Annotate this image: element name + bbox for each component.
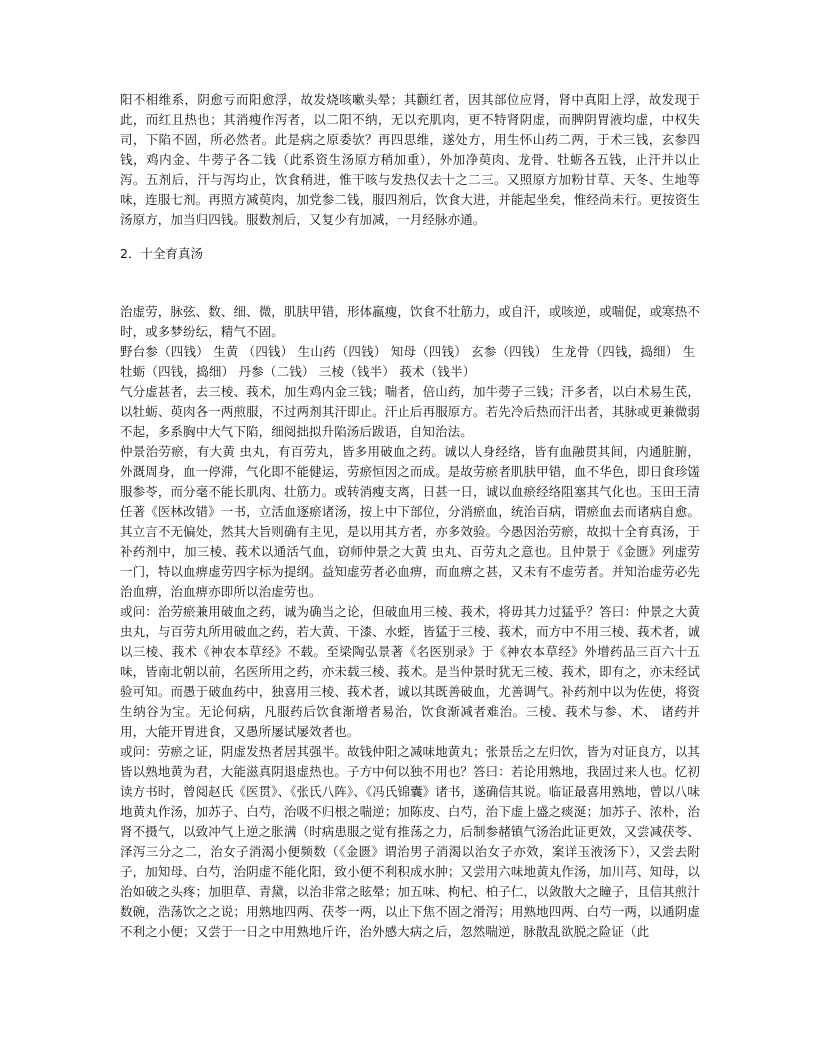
spacer xyxy=(120,264,700,302)
paragraph-question-sanleng-ezhu: 或问：治劳瘀兼用破血之药，诚为确当之论，但破血用三棱、莪术，将毋其力过猛乎？答曰：仲景之大黄 虫丸，与百劳丸所用破血之药，若大黄、干漆、水蛭，皆猛于三棱、莪术，而方中不用三棱、莪术者，诚以三棱、莪术《神农本草经》不载。至梁陶弘景著《名医别录》于《神农本草经》外增药品三百六十五味，皆南北朝以前，名医所用之药，亦未载三棱、莪术。是当仲景时犹无三棱、莪术，即有之，亦未经试验可知。而愚于破血药中，独喜用三棱、莪术者，诚以其既善破血，尤善调气。补药剂中以为佐使，将资生纳谷为宝。无论何病，凡服药后饮食渐增者易治，饮食渐减者难治。三棱、莪术与参、术、 诸药并用，大能开胃进食，又愚所屡试屡效者也。 xyxy=(120,604,700,739)
paragraph-herb-list: 野台参（四钱） 生黄 （四钱） 生山药（四钱） 知母（四钱） 玄参（四钱） 生龙骨（四钱，捣细） 生牡蛎（四钱，捣细） 丹参（二钱） 三棱（钱半） 莪术（钱半） xyxy=(120,344,696,379)
paragraph-discussion-blood-stasis: 仲景治劳瘀，有大黄 虫丸，有百劳丸，皆多用破血之药。诚以人身经络，皆有血融贯其间，内通脏腑，外溉周身，血一停滞，气化即不能健运，劳瘀恒因之而成。是故劳瘀者肌肤甲错，血不华色，即日食珍馐服参苓，而分毫不能长肌肉、壮筋力。或转消瘦支离，日甚一日，诚以血瘀经络阻塞其气化也。玉田王清任著《医林改错》一书，立活血逐瘀诸汤，按上中下部位，分消瘀血，统治百病，谓瘀血去而诸病自愈。其立言不无偏处，然其大旨则确有主见，是以用其方者，亦多效验。今愚因治劳瘀，故拟十全育真汤，于补药剂中，加三棱、莪术以通活气血，窃师仲景之大黄 虫丸、百劳丸之意也。且仲景于《金匮》列虚劳一门，特以血痹虚劳四字标为提纲。益知虚劳者必血痹，而血痹之甚，又未有不虚劳者。并知治虚劳必先治血痹，治血痹亦即所以治虚劳也。 xyxy=(120,444,700,599)
paragraph-modifications: 气分虚甚者，去三棱、莪术，加生鸡内金三钱；喘者，倍山药，加牛蒡子三钱；汗多者，以白术易生芪，以牡蛎、萸肉各一两煎服，不过两剂其汗即止。汗止后再服原方。若先冷后热而汗出者，其脉或更兼微弱不起，多系胸中大气下陷，细阅拙拟升陷汤后跋语，自知治法。 xyxy=(120,384,700,439)
document-page xyxy=(120,90,700,942)
paragraph-case-continuation: 阳不相维系，阴愈亏而阳愈浮，故发烧咳嗽头晕；其颧红者，因其部位应肾，肾中真阳上浮，故发现于此，而红且热也；其消瘦作泻者，以二阳不纳，无以充肌肉，更不特肾阴虚，而脾阴胃液均虚，中权失司，下陷不固，所必然者。此是病之原委欤？再四思维，遂处方，用生怀山药二两，于术三钱，玄参四钱，鸡内金、牛蒡子各二钱（此系资生汤原方稍加重），外加净萸肉、龙骨、牡蛎各五钱，止汗并以止泻。五剂后，汗与泻均止，饮食稍进，惟干咳与发热仅去十之二三。又照原方加粉甘草、天冬、生地等味，连服七剂。再照方减萸肉，加党参二钱，服四剂后，饮食大进，并能起坐矣，惟经尚未行。更按资生汤原方，加当归四钱。服数剂后，又复少有加减，一月经脉亦通。 xyxy=(120,92,700,227)
paragraph-indications: 治虚劳，脉弦、数、细、微，肌肤甲错，形体羸瘦，饮食不壮筋力，或自汗，或咳逆，或喘促，或寒热不时，或多梦纷纭，精气不固。 xyxy=(120,304,700,339)
paragraph-question-shudi: 或问：劳瘀之证，阴虚发热者居其强半。故钱仲阳之减味地黄丸；张景岳之左归饮，皆为对证良方，以其皆以熟地黄为君，大能滋真阴退虚热也。子方中何以独不用也？答曰：若论用熟地，我固过来人也。忆初读方书时，曾阅赵氏《医贯》、《张氏八阵》、《冯氏锦囊》诸书，遂确信其说。临证最喜用熟地，曾以八味地黄丸作汤，加苏子、白芍，治吸不归根之喘逆；加陈皮、白芍，治下虚上盛之痰涎；加苏子、浓朴，治肾不摄气，以致冲气上逆之胀满（时病患服之觉有推荡之力，后制参赭镇气汤治此证更效，又尝减茯苓、泽泻三分之二，治女子消渴小便频数（《金匮》谓治男子消渴以治女子亦效，案详玉液汤下），又尝去附子，加知母、白芍，治阴虚不能化阳，致小便不利积成水肿；又尝用六味地黄丸作汤，加川芎、知母，以治如破之头疼；加胆草、青黛，以治非常之眩晕；加五味、枸杞、柏子仁，以敛散大之瞳子，且信其煎汁数碗，浩荡饮之之说；用熟地四两、茯苓一两，以止下焦不固之滑泻；用熟地四两、白芍一两，以通阴虚不利之小便；又尝于一日之中用熟地斤许，治外感大病之后，忽然喘逆，脉散乱欲脱之险证（此 xyxy=(120,744,700,939)
section-heading: 2．十全育真汤 xyxy=(120,246,203,261)
